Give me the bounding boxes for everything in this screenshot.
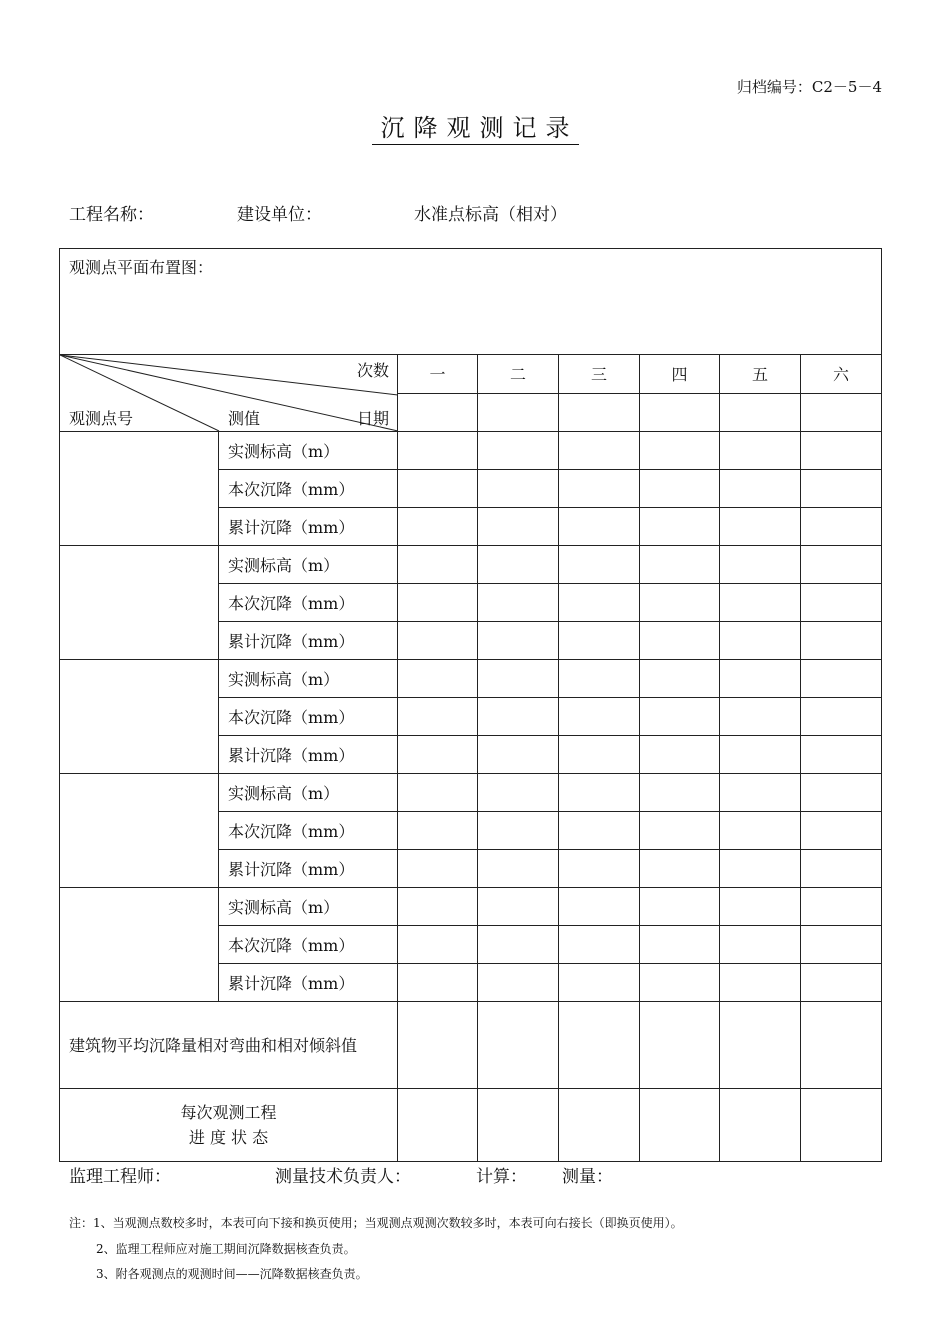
value-cell[interactable] [801,470,882,508]
building-value-cell[interactable] [640,1002,720,1089]
value-cell[interactable] [640,964,720,1002]
date-cell[interactable] [478,393,559,432]
measurement-label: 累计沉降（mm） [219,964,398,1002]
building-value-cell[interactable] [559,1002,640,1089]
date-cell[interactable] [801,393,882,432]
value-cell[interactable] [559,622,640,660]
building-value-cell[interactable] [801,1002,882,1089]
diagonal-header-cell [60,355,398,432]
measure-signature-label: 测量： [562,1167,613,1187]
value-cell[interactable] [640,698,720,736]
value-cell[interactable] [398,698,478,736]
value-cell[interactable] [478,584,559,622]
value-cell[interactable] [478,622,559,660]
value-cell[interactable] [801,850,882,888]
date-cell[interactable] [720,393,801,432]
archive-number: 归档编号：C2－5－4 [736,78,882,96]
value-cell[interactable] [720,736,801,774]
building-value-cell[interactable] [478,1002,559,1089]
count-4: 四 [640,355,720,394]
value-cell[interactable] [559,850,640,888]
value-cell[interactable] [559,546,640,584]
progress-label-line1: 每次观测工程 [180,1103,277,1122]
value-cell[interactable] [478,660,559,698]
value-cell[interactable] [398,964,478,1002]
value-cell[interactable] [640,622,720,660]
value-cell[interactable] [559,812,640,850]
construction-unit-label: 建设单位： [237,205,322,225]
measurement-label: 实测标高（m） [219,660,398,698]
value-cell[interactable] [640,470,720,508]
value-cell[interactable] [640,850,720,888]
progress-value-cell[interactable] [478,1089,559,1162]
building-value-cell[interactable] [720,1002,801,1089]
value-cell[interactable] [640,774,720,812]
diag-count-label: 次数 [356,361,389,380]
observation-point-cell[interactable] [60,660,219,774]
value-cell[interactable] [640,812,720,850]
measurement-label: 累计沉降（mm） [219,736,398,774]
building-label: 建筑物平均沉降量相对弯曲和相对倾斜值 [60,1002,398,1089]
progress-value-cell[interactable] [559,1089,640,1162]
value-cell[interactable] [640,888,720,926]
value-cell[interactable] [478,850,559,888]
measurement-label: 实测标高（m） [219,774,398,812]
value-cell[interactable] [801,508,882,546]
value-cell[interactable] [398,926,478,964]
table-row [60,774,882,812]
value-cell[interactable] [640,926,720,964]
value-cell[interactable] [478,888,559,926]
table-row [60,546,882,584]
value-cell[interactable] [720,432,801,470]
value-cell[interactable] [478,812,559,850]
diag-date-label: 日期 [356,409,389,428]
table-row [60,660,882,698]
measurement-label: 实测标高（m） [219,546,398,584]
value-cell[interactable] [720,698,801,736]
value-cell[interactable] [801,812,882,850]
count-1: 一 [398,355,478,394]
progress-row [60,1089,882,1162]
date-cell[interactable] [398,393,478,432]
building-row [60,1002,882,1089]
value-cell[interactable] [720,774,801,812]
value-cell[interactable] [478,774,559,812]
value-cell[interactable] [398,850,478,888]
value-cell[interactable] [801,432,882,470]
measurement-label: 本次沉降（mm） [219,698,398,736]
progress-value-cell[interactable] [640,1089,720,1162]
measurement-label: 实测标高（m） [219,432,398,470]
value-cell[interactable] [801,888,882,926]
calc-signature-label: 计算： [476,1167,527,1187]
measurement-label: 本次沉降（mm） [219,470,398,508]
value-cell[interactable] [720,812,801,850]
date-cell[interactable] [559,393,640,432]
value-cell[interactable] [640,660,720,698]
value-cell[interactable] [559,508,640,546]
value-cell[interactable] [478,736,559,774]
value-cell[interactable] [801,584,882,622]
supervisor-signature-label: 监理工程师： [69,1167,171,1187]
value-cell[interactable] [559,470,640,508]
measurement-label: 累计沉降（mm） [219,508,398,546]
value-cell[interactable] [559,888,640,926]
value-cell[interactable] [801,736,882,774]
diag-value-label: 测值 [228,409,261,428]
value-cell[interactable] [398,774,478,812]
value-cell[interactable] [801,774,882,812]
count-5: 五 [720,355,801,394]
observation-points [60,432,882,1002]
value-cell[interactable] [720,660,801,698]
value-cell[interactable] [720,470,801,508]
measurement-label: 本次沉降（mm） [219,812,398,850]
value-cell[interactable] [478,470,559,508]
value-cell[interactable] [398,470,478,508]
diag-point-label: 观测点号 [69,409,134,428]
value-cell[interactable] [720,888,801,926]
count-2: 二 [478,355,559,394]
value-cell[interactable] [398,622,478,660]
note-3: 3、附各观测点的观测时间——沉降数据核查负责。 [96,1267,368,1281]
value-cell[interactable] [559,774,640,812]
value-cell[interactable] [640,508,720,546]
value-cell[interactable] [640,432,720,470]
observation-point-cell[interactable] [60,432,219,546]
value-cell[interactable] [720,850,801,888]
value-cell[interactable] [559,698,640,736]
value-cell[interactable] [720,926,801,964]
title-text: 沉降观测记录 [372,114,579,145]
header-row-counts [60,355,882,394]
value-cell[interactable] [720,508,801,546]
value-cell[interactable] [720,584,801,622]
count-6: 六 [801,355,882,394]
observation-point-cell[interactable] [60,546,219,660]
value-cell[interactable] [478,546,559,584]
value-cell[interactable] [478,964,559,1002]
value-cell[interactable] [720,546,801,584]
observation-point-cell[interactable] [60,888,219,1002]
value-cell[interactable] [398,660,478,698]
progress-value-cell[interactable] [720,1089,801,1162]
value-cell[interactable] [801,660,882,698]
value-cell[interactable] [559,660,640,698]
value-cell[interactable] [801,964,882,1002]
value-cell[interactable] [559,926,640,964]
value-cell[interactable] [398,584,478,622]
layout-label: 观测点平面布置图： [69,258,214,277]
value-cell[interactable] [478,698,559,736]
table-row [60,888,882,926]
value-cell[interactable] [478,432,559,470]
value-cell[interactable] [801,698,882,736]
value-cell[interactable] [398,546,478,584]
value-cell[interactable] [478,508,559,546]
value-cell[interactable] [640,584,720,622]
progress-label [60,1089,398,1162]
value-cell[interactable] [398,508,478,546]
layout-row [60,249,882,355]
value-cell[interactable] [801,546,882,584]
measurement-label: 本次沉降（mm） [219,584,398,622]
observation-point-cell[interactable] [60,774,219,888]
value-cell[interactable] [559,584,640,622]
table-row [60,432,882,470]
value-cell[interactable] [801,622,882,660]
value-cell[interactable] [478,926,559,964]
value-cell[interactable] [398,736,478,774]
progress-label-line2: 进 度 状 态 [188,1128,269,1147]
value-cell[interactable] [398,812,478,850]
date-cell[interactable] [640,393,720,432]
value-cell[interactable] [398,432,478,470]
value-cell[interactable] [720,964,801,1002]
count-3: 三 [559,355,640,394]
progress-value-cell[interactable] [398,1089,478,1162]
value-cell[interactable] [640,736,720,774]
measurement-label: 实测标高（m） [219,888,398,926]
value-cell[interactable] [398,888,478,926]
measurement-label: 本次沉降（mm） [219,926,398,964]
layout-cell [60,249,882,355]
note-2: 2、监理工程师应对施工期间沉降数据核查负责。 [96,1242,356,1256]
progress-value-cell[interactable] [801,1089,882,1162]
tech-lead-signature-label: 测量技术负责人： [275,1167,411,1187]
benchmark-elevation-label: 水准点标高（相对） [414,205,567,225]
building-value-cell[interactable] [398,1002,478,1089]
value-cell[interactable] [720,622,801,660]
value-cell[interactable] [559,736,640,774]
project-name-label: 工程名称： [69,205,154,225]
measurement-label: 累计沉降（mm） [219,622,398,660]
note-1: 注：1、当观测点数校多时，本表可向下接和换页使用；当观测点观测次数较多时，本表可向右接长（即换页使用）。 [69,1216,683,1230]
value-cell[interactable] [559,432,640,470]
value-cell[interactable] [640,546,720,584]
measurement-label: 累计沉降（mm） [219,850,398,888]
value-cell[interactable] [801,926,882,964]
value-cell[interactable] [559,964,640,1002]
settlement-table [59,248,882,1162]
page-title [0,108,950,143]
